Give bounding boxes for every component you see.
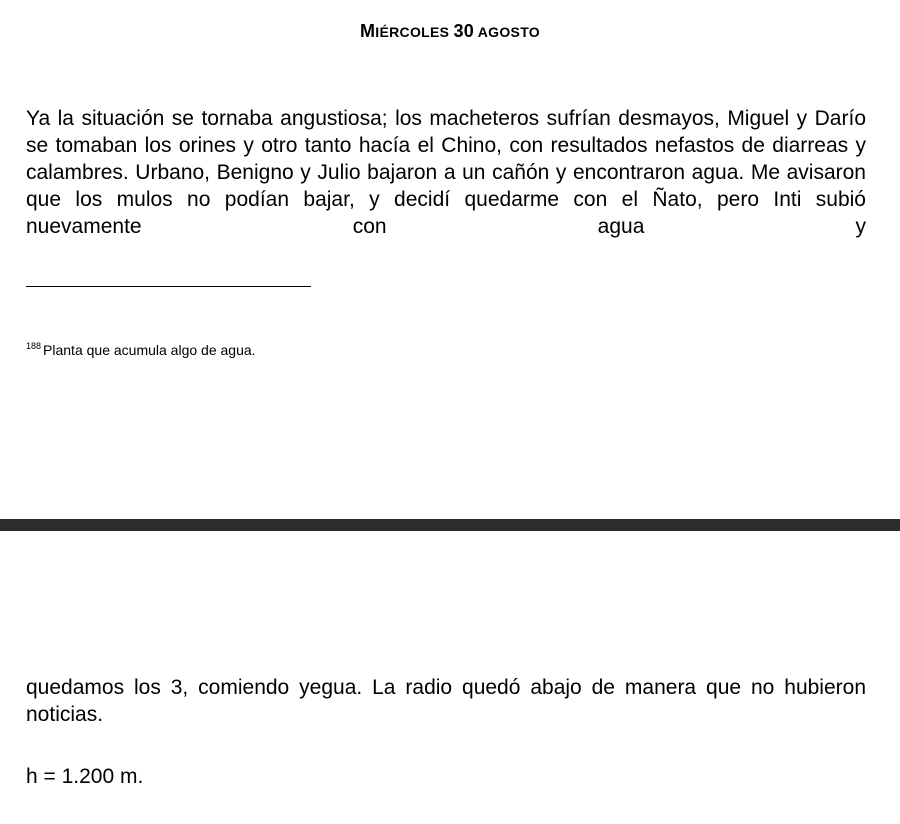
- footnote-number: 188: [26, 341, 42, 351]
- diary-paragraph-1: Ya la situación se tornaba angustiosa; los macheteros sufrían desmayos, Miguel y Darío se tomaban los orines y otro tanto hacía el Chino, con resultados nefastos de diarreas y calambres. Urbano, Benigno y Julio bajaron a un cañón y encontraron agua. Me avisaron que los mulos no podían bajar, y decidí quedarme con el Ñato, pero Inti subió nuevamente con agua y: [26, 107, 866, 238]
- heading-day-initial: M: [360, 21, 376, 41]
- footnote: [26, 336, 256, 360]
- page-separator-bar: [0, 519, 900, 531]
- diary-paragraph-2: quedamos los 3, comiendo yegua. La radio quedó abajo de manera que no hubieron noticias.: [26, 676, 866, 726]
- footnote-separator-line: [26, 286, 311, 287]
- altitude-note: h = 1.200 m.: [26, 765, 144, 788]
- entry-date-heading: [0, 21, 900, 42]
- footnote-text: Planta que acumula algo de agua.: [43, 342, 256, 358]
- heading-month: AGOSTO: [477, 24, 540, 40]
- heading-day-rest: IÉRCOLES: [375, 24, 450, 40]
- heading-date-number: 30: [453, 21, 475, 41]
